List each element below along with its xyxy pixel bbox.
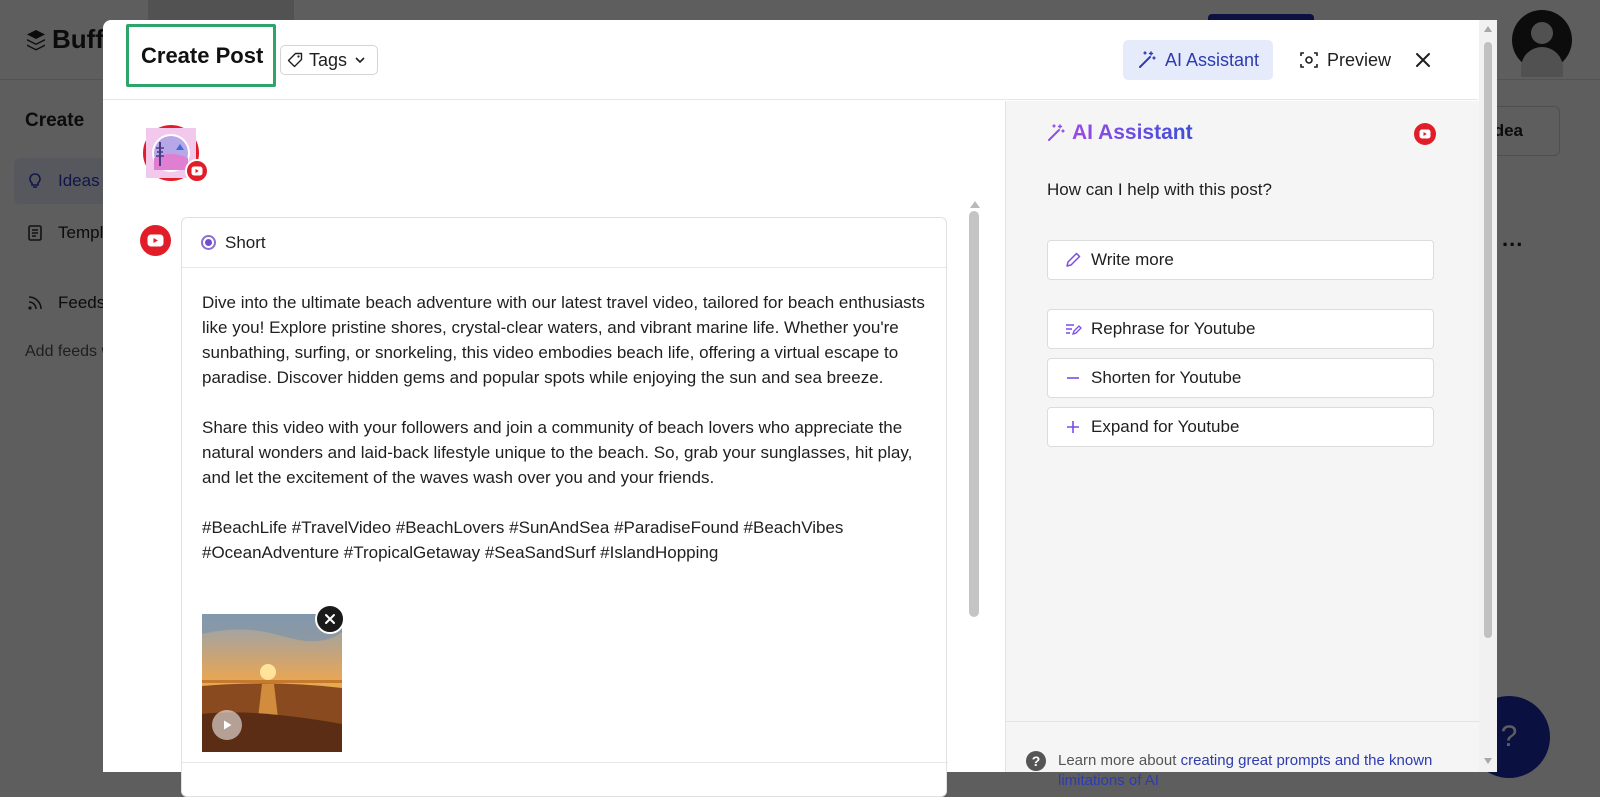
divider (182, 762, 948, 763)
modal-title-text: Create Post (141, 42, 264, 68)
preview-icon (1299, 50, 1319, 70)
magic-wand-icon (1137, 50, 1157, 70)
composer-scrollbar[interactable] (968, 201, 980, 761)
composer-pane (103, 101, 1005, 772)
question-icon: ? (1026, 751, 1046, 771)
rephrase-icon (1064, 320, 1082, 338)
rephrase-button[interactable] (1047, 309, 1434, 349)
option-label: Rephrase for Youtube (1091, 319, 1256, 338)
learn-more-text: Learn more about creating great prompts and the known limitations of AI (1058, 752, 1433, 789)
write-more-button[interactable] (1047, 240, 1434, 280)
post-type-selector[interactable] (182, 218, 946, 268)
preview-label: Preview (1327, 49, 1392, 70)
modal-scrollbar[interactable] (1479, 20, 1497, 772)
post-paragraph: Share this video with your followers and join a community of beach lovers who appreciate the natural wonders and laid-back lifestyle unique to the beach. So, grab your sunglasses, hit play, and let the excitement of the waves wash over you and your friends. (202, 418, 913, 487)
tags-button[interactable] (280, 45, 378, 75)
media-thumbnail[interactable] (202, 614, 342, 752)
plus-icon (1064, 418, 1082, 436)
ai-learn-more (1026, 751, 1479, 791)
minus-icon (1064, 369, 1082, 387)
modal-header (103, 20, 1478, 100)
post-editor (181, 217, 947, 797)
youtube-icon (1414, 123, 1436, 145)
expand-button[interactable] (1047, 407, 1434, 447)
shorten-button[interactable] (1047, 358, 1434, 398)
play-icon[interactable] (212, 710, 242, 740)
ai-assistant-panel (1005, 101, 1479, 789)
modal-title (126, 24, 276, 87)
ai-panel-title-text: AI Assistant (1072, 121, 1193, 144)
post-hashtags: #BeachLife #TravelVideo #BeachLovers #SunAndSea #ParadiseFound #BeachVibes #OceanAdventure #TropicalGetaway #SeaSandSurf #IslandHopping (202, 518, 844, 562)
ai-panel-title (1046, 121, 1193, 145)
learn-more-link[interactable]: creating great prompts and the known limitations of AI (1058, 752, 1433, 789)
close-icon (324, 613, 336, 625)
ai-question: How can I help with this post? (1047, 180, 1272, 199)
pencil-icon (1064, 251, 1082, 269)
close-button[interactable] (1409, 46, 1437, 74)
radio-selected-icon[interactable] (201, 235, 216, 250)
preview-button[interactable] (1293, 40, 1397, 80)
option-label: Write more (1091, 250, 1174, 269)
close-icon (1415, 52, 1431, 68)
youtube-icon (140, 225, 171, 256)
tag-icon (287, 52, 303, 68)
post-type-label: Short (225, 232, 266, 252)
chevron-down-icon (353, 53, 367, 67)
ai-assistant-label: AI Assistant (1164, 49, 1260, 70)
option-label: Shorten for Youtube (1091, 368, 1242, 387)
post-paragraph: Dive into the ultimate beach adventure with our latest travel video, tailored for beach enthusiasts like you! Explore pristine shores, crystal-clear waters, and vibrant marine life. Whether you're sunbathing, surfing, or snorkeling, this video embodies beach life, offering a virtual escape to paradise. Discover hidden gems and popular spots while enjoying the sun and sea breeze. (202, 293, 925, 387)
divider (1006, 721, 1480, 722)
create-post-modal (103, 20, 1497, 789)
post-text-editor[interactable] (182, 268, 946, 565)
ai-assistant-button[interactable] (1123, 40, 1273, 80)
youtube-badge-icon (185, 159, 209, 183)
magic-wand-icon (1046, 123, 1066, 143)
tags-label: Tags (309, 49, 348, 70)
option-label: Expand for Youtube (1091, 417, 1240, 436)
remove-media-button[interactable] (315, 604, 345, 634)
